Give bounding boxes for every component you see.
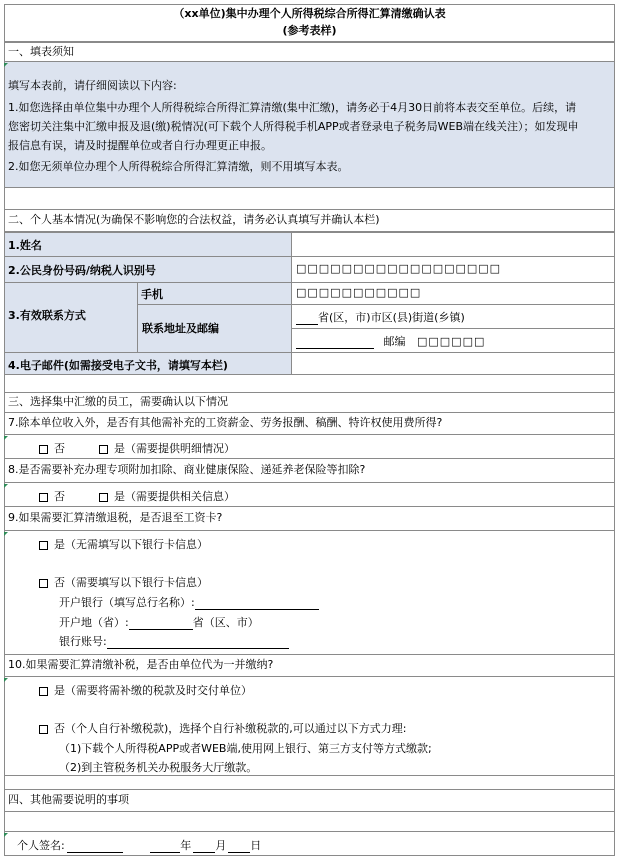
- bank-account-label: 银行账号:: [59, 635, 107, 648]
- section3-header: 三、选择集中汇缴的员工，需要确认以下情况: [4, 393, 615, 413]
- checkbox-icon[interactable]: [99, 493, 108, 502]
- checkbox-icon[interactable]: [39, 541, 48, 550]
- checkbox-icon[interactable]: [39, 445, 48, 454]
- checkbox-icon[interactable]: [39, 687, 48, 696]
- q8-options: [4, 483, 615, 507]
- q7-yes-option[interactable]: [99, 440, 235, 456]
- bank-place-label: 开户地（省）:: [59, 616, 129, 629]
- notes-p1-line3: 报信息有误，请及时提醒单位或者自行办理更正申报。: [8, 139, 272, 152]
- q9-yes-label: 是（无需填写以下银行卡信息）: [54, 538, 208, 551]
- bank-place-suffix: 省（区、市）: [192, 616, 259, 629]
- section4-notes[interactable]: [4, 812, 615, 832]
- address-label: 联系地址及邮编: [137, 304, 292, 353]
- q7-no-option[interactable]: [39, 440, 65, 456]
- signature-row: [4, 832, 615, 856]
- cell-marker-icon: [4, 63, 8, 67]
- form-title: （xx单位)集中办理个人所得税综合所得汇算清缴确认表: [173, 7, 446, 20]
- contact-label: 3.有效联系方式: [4, 282, 138, 353]
- q8-no-label: 否: [54, 490, 65, 503]
- q10-method-1: （1)下载个人所得税APP或者WEB端,使用网上银行、第三方支付等方式缴款;: [59, 742, 432, 755]
- bank-name-label: 开户银行（填写总行名称）:: [59, 596, 195, 609]
- notes-p1-line2: 您密切关注集中汇缴申报及退(缴)税情况(可下载个人所得税手机APP或者登录电子税务局WEB端在线关注）；如发现申: [8, 120, 579, 133]
- q10-yes-option[interactable]: [39, 682, 252, 698]
- form-title-block: [4, 4, 615, 42]
- email-label: 4.电子邮件(如需接受电子文书，请填写本栏): [4, 352, 292, 375]
- phone-boxes[interactable]: □□□□□□□□□□□: [291, 282, 615, 305]
- checkbox-icon[interactable]: [39, 579, 48, 588]
- section2-header: 二、个人基本情况(为确保不影响您的合法权益，请务必认真填写并确认本栏): [4, 210, 615, 232]
- q10-text: 10.如果需要汇算清缴补税，是否由单位代为一并缴纳?: [4, 655, 615, 677]
- notes-p1-line1: 1.如您选择由单位集中办理个人所得税综合所得汇算清缴(集中汇缴)，请务必于4月30日前将本表交至单位。后续，请: [8, 101, 577, 114]
- q7-options: [4, 435, 615, 459]
- address-text: 省(区，市)市区(县)街道(乡镇): [318, 311, 465, 324]
- q8-yes-label: 是（需要提供相关信息）: [114, 490, 235, 503]
- q10-options: [4, 677, 615, 776]
- postcode-label: 邮编: [383, 335, 406, 348]
- section1-notes: [4, 62, 615, 188]
- q9-options: [4, 531, 615, 655]
- cell-marker-icon: [4, 436, 8, 440]
- cell-marker-icon: [4, 833, 8, 837]
- month-label: 月: [215, 839, 227, 852]
- q10-no-option[interactable]: [39, 720, 407, 736]
- section1-header: 一、填表须知: [4, 42, 615, 62]
- bank-name-blank[interactable]: [195, 599, 319, 610]
- notes-p2: 2.如您无须单位办理个人所得税综合所得汇算清缴，则不用填写本表。: [8, 160, 349, 173]
- notes-intro: 填写本表前，请仔细阅读以下内容:: [8, 79, 177, 92]
- cell-marker-icon: [4, 484, 8, 488]
- q9-yes-option[interactable]: [39, 536, 208, 552]
- q9-no-option[interactable]: [39, 574, 208, 590]
- q10-no-label: 否（个人自行补缴税款)，选择个自行补缴税款的,可以通过以下方式力理:: [54, 722, 407, 735]
- address-field[interactable]: [291, 304, 615, 329]
- checkbox-icon[interactable]: [39, 493, 48, 502]
- q7-text: 7.除本单位收入外，是否有其他需补充的工资薪金、劳务报酬、稿酬、特许权使用费所得?: [4, 413, 615, 435]
- blank-row-3: [4, 776, 615, 790]
- year-blank[interactable]: [150, 842, 180, 853]
- signature-label: 个人签名:: [17, 839, 65, 852]
- blank-row-2: [4, 375, 615, 393]
- q8-yes-option[interactable]: [99, 488, 235, 504]
- form-subtitle: (参考表样): [282, 24, 337, 37]
- month-blank[interactable]: [193, 842, 215, 853]
- year-label: 年: [180, 839, 192, 852]
- blank-row-1: [4, 188, 615, 210]
- q9-no-label: 否（需要填写以下银行卡信息）: [54, 576, 208, 589]
- signature-line: [17, 837, 261, 853]
- q7-no-label: 否: [54, 442, 65, 455]
- bank-account-row: [59, 633, 289, 649]
- checkbox-icon[interactable]: [99, 445, 108, 454]
- id-label: 2.公民身份号码/纳税人识别号: [4, 256, 292, 283]
- signature-blank[interactable]: [67, 842, 123, 853]
- q10-method-2: （2)到主管税务机关办税服务大厅缴款。: [59, 761, 258, 774]
- bank-place-row: [59, 614, 259, 630]
- postcode-field[interactable]: [291, 328, 615, 353]
- section4-header: 四、其他需要说明的事项: [4, 790, 615, 812]
- q10-yes-label: 是（需要将需补缴的税款及时交付单位）: [54, 684, 252, 697]
- postcode-boxes: □□□□□□: [417, 335, 486, 348]
- name-field[interactable]: [291, 232, 615, 257]
- bank-account-blank[interactable]: [107, 638, 289, 649]
- day-blank[interactable]: [228, 842, 250, 853]
- phone-label: 手机: [137, 282, 292, 305]
- name-label: 1.姓名: [4, 232, 292, 257]
- cell-marker-icon: [4, 678, 8, 682]
- bank-place-blank[interactable]: [129, 619, 193, 630]
- checkbox-icon[interactable]: [39, 725, 48, 734]
- bank-name-row: [59, 594, 319, 610]
- address-detail-blank: [296, 338, 374, 349]
- id-boxes[interactable]: □□□□□□□□□□□□□□□□□□: [291, 256, 615, 283]
- q8-no-option[interactable]: [39, 488, 65, 504]
- q8-text: 8.是否需要补充办理专项附加扣除、商业健康保险、递延养老保险等扣除?: [4, 459, 615, 483]
- province-blank: [296, 314, 318, 325]
- q9-text: 9.如果需要汇算清缴退税，是否退至工资卡?: [4, 507, 615, 531]
- q7-yes-label: 是（需要提供明细情况）: [114, 442, 235, 455]
- day-label: 日: [250, 839, 262, 852]
- email-field[interactable]: [291, 352, 615, 375]
- cell-marker-icon: [4, 532, 8, 536]
